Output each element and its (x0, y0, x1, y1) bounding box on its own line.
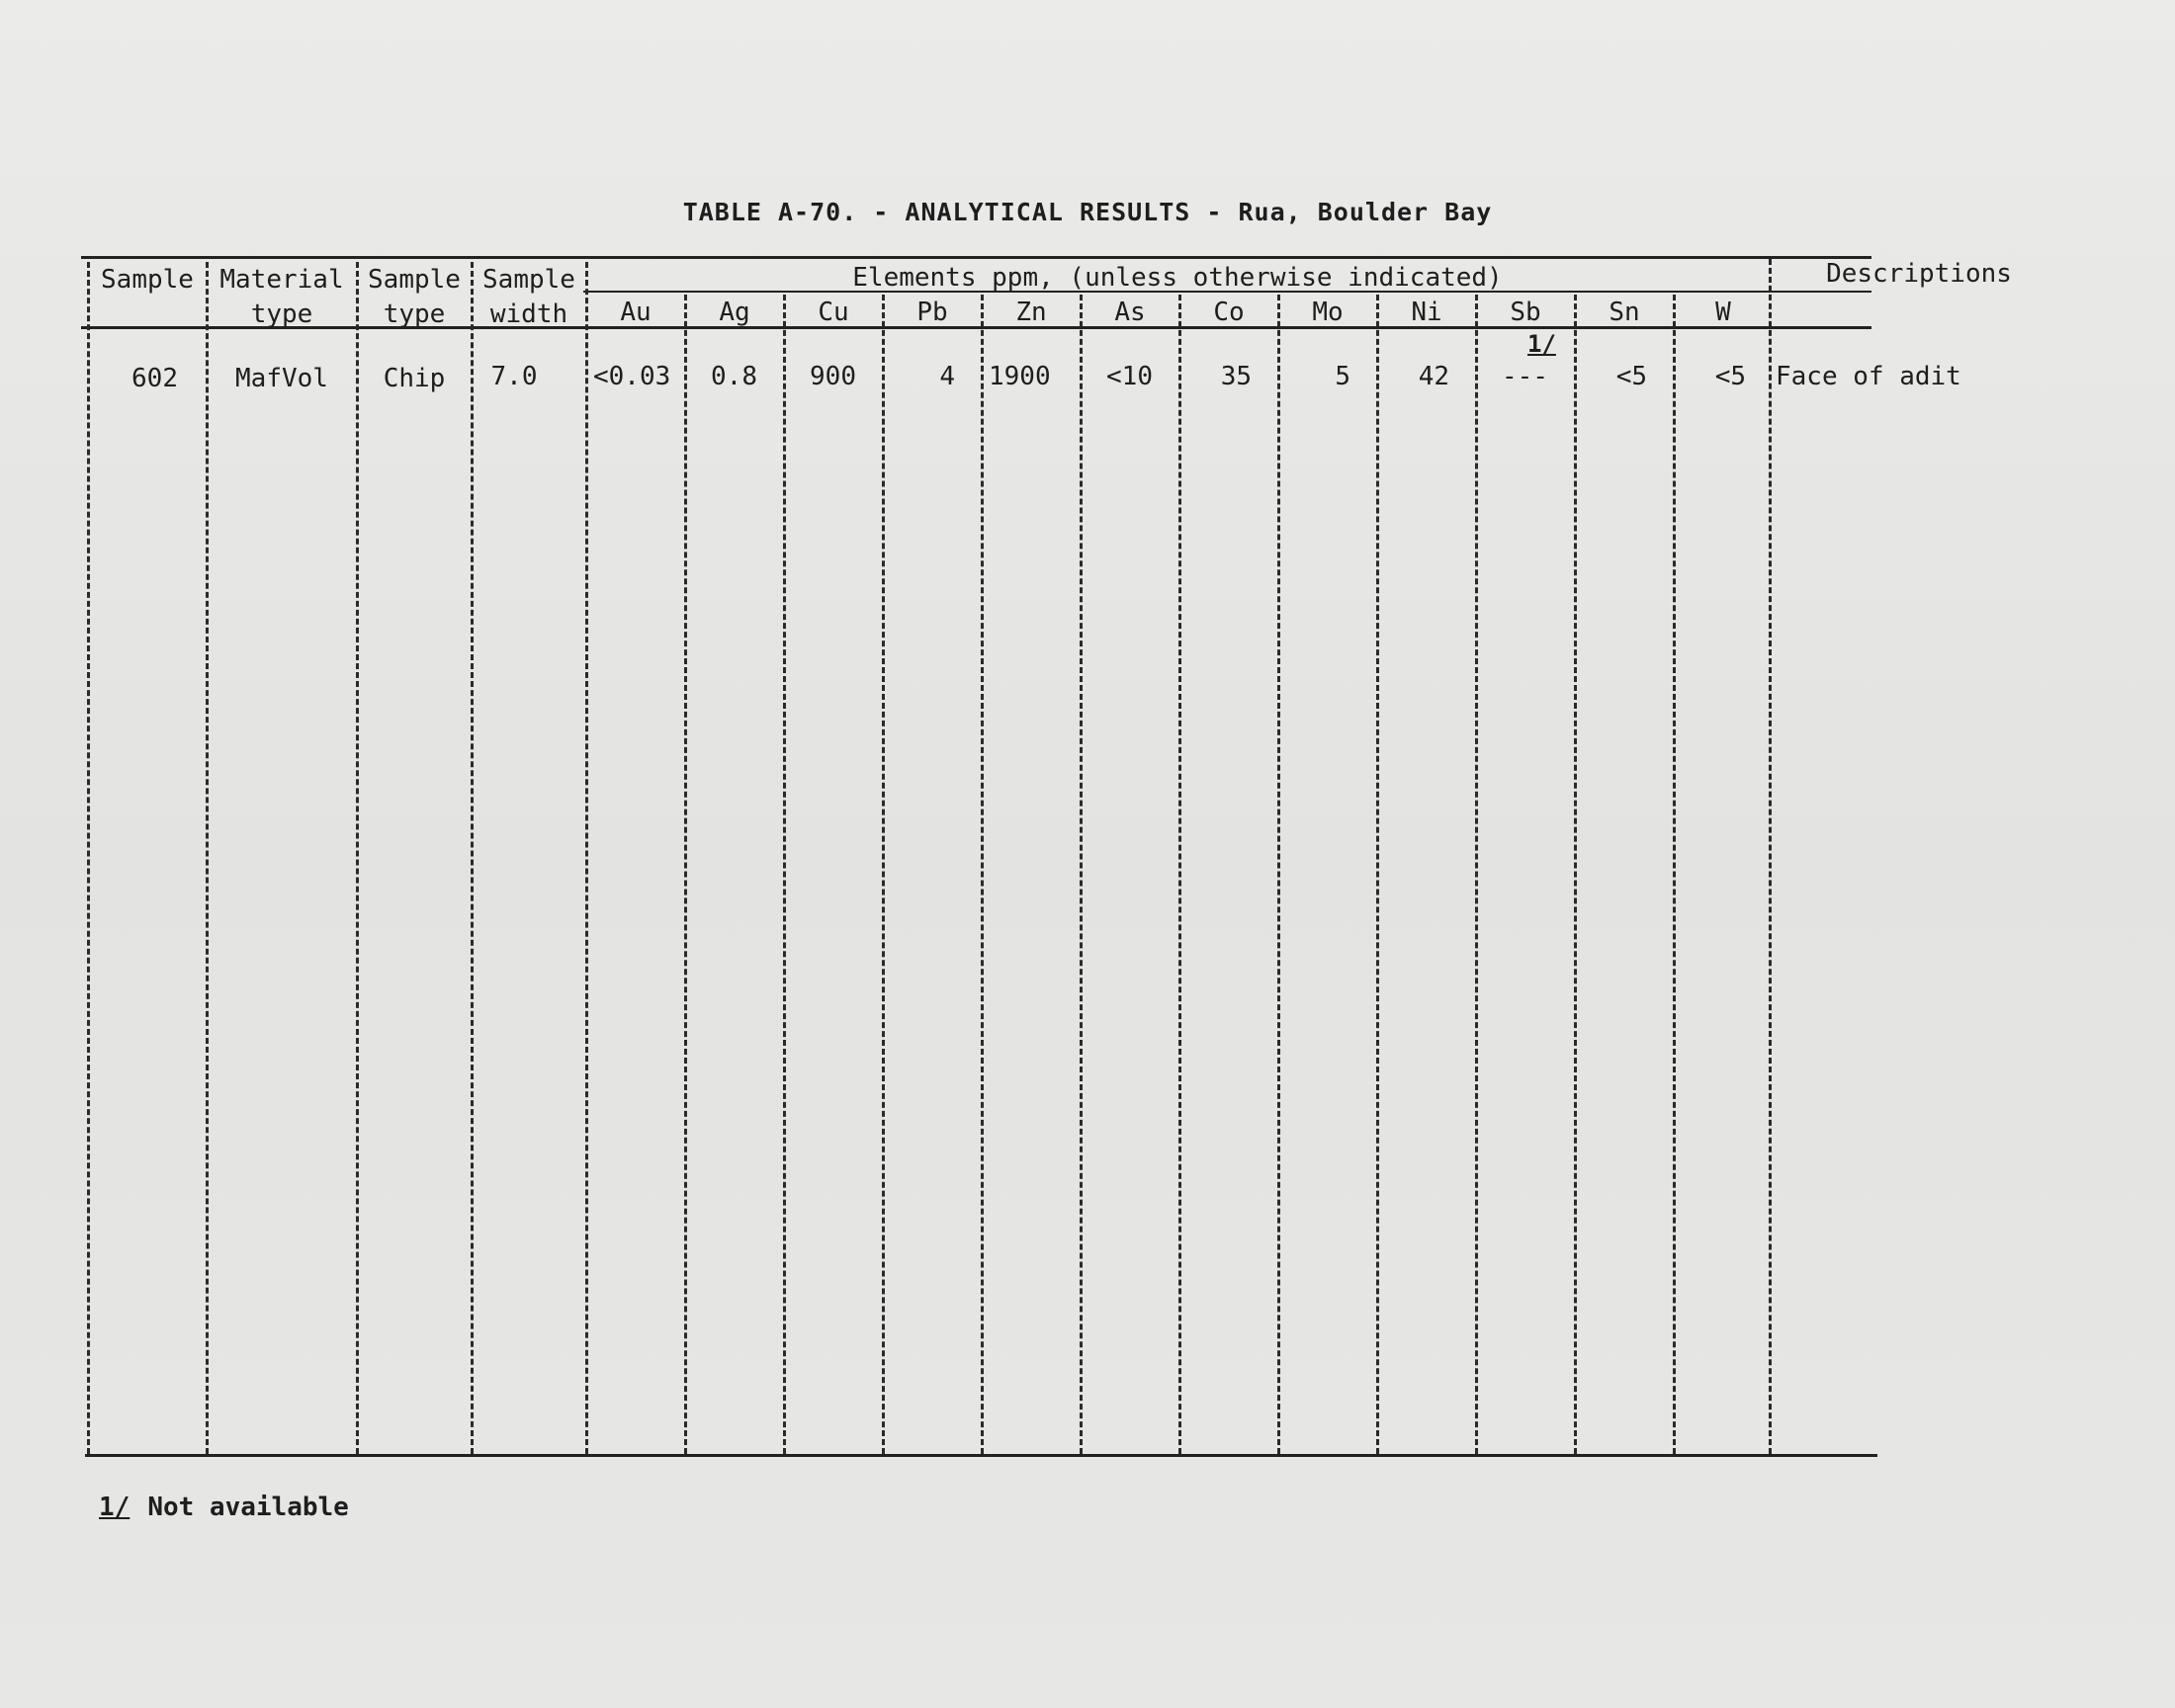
row-value-ag: 0.8 (711, 362, 757, 391)
column-divider (1376, 295, 1379, 1454)
column-divider (87, 262, 90, 1454)
column-divider (471, 262, 474, 1454)
column-divider (356, 262, 359, 1454)
column-divider (1178, 295, 1181, 1454)
row-value-as: <10 (1106, 362, 1153, 391)
header-element-co: Co (1213, 298, 1245, 327)
header-sample-type-line2: type (383, 299, 446, 329)
header-elements-group: Elements ppm, (unless otherwise indicated) (852, 263, 1503, 293)
row-material-type: MafVol (235, 364, 328, 393)
header-sample: Sample (101, 265, 194, 295)
header-element-sn: Sn (1609, 298, 1640, 327)
column-divider (1673, 295, 1676, 1454)
row-sample: 602 (131, 364, 178, 393)
header-element-pb: Pb (916, 298, 948, 327)
row-value-ni: 42 (1418, 362, 1449, 391)
row-value-sb: --- (1502, 362, 1548, 391)
row-value-cu: 900 (810, 362, 856, 391)
header-element-ag: Ag (719, 298, 750, 327)
header-sample-type: Sample (368, 265, 461, 295)
row-description: Face of adit (1776, 362, 1961, 391)
column-divider (1475, 295, 1478, 1454)
row-value-mo: 5 (1335, 362, 1350, 391)
column-divider (206, 262, 209, 1454)
header-element-mo: Mo (1312, 298, 1344, 327)
row-value-sn: <5 (1615, 362, 1647, 391)
column-divider (1080, 295, 1083, 1454)
header-sample-width: Sample (482, 265, 575, 295)
descriptions-subheader-rule (1768, 291, 1871, 293)
row-sample-width: 7.0 (490, 362, 538, 391)
table-top-rule (81, 256, 1871, 259)
header-element-cu: Cu (818, 298, 849, 327)
column-divider (585, 262, 588, 1454)
footnote (99, 1493, 349, 1522)
column-divider (1277, 295, 1280, 1454)
sb-footnote-reference: 1/ (1527, 330, 1556, 358)
header-element-as: As (1114, 298, 1146, 327)
row-value-pb: 4 (939, 362, 955, 391)
footnote-text: Not available (147, 1493, 349, 1522)
header-descriptions: Descriptions (1826, 259, 2012, 289)
header-material-type: Material (219, 265, 344, 295)
header-element-zn: Zn (1015, 298, 1047, 327)
header-element-au: Au (620, 298, 652, 327)
row-value-w: <5 (1714, 362, 1746, 391)
header-element-sb: Sb (1510, 298, 1541, 327)
footnote-mark: 1/ (99, 1493, 130, 1522)
row-value-co: 35 (1220, 362, 1252, 391)
column-divider (981, 295, 984, 1454)
row-value-zn: 1900 (989, 362, 1051, 391)
column-divider (1769, 259, 1772, 1454)
table-bottom-rule (85, 1454, 1877, 1457)
header-element-w: W (1715, 298, 1731, 327)
table-title: TABLE A-70. - ANALYTICAL RESULTS - Rua, Boulder Bay (682, 198, 1493, 226)
header-material-type-line2: type (250, 299, 313, 329)
header-element-ni: Ni (1411, 298, 1442, 327)
column-divider (783, 295, 786, 1454)
column-divider (684, 295, 687, 1454)
column-divider (1574, 295, 1577, 1454)
header-sample-width-line2: width (489, 299, 568, 329)
row-value-au: <0.03 (593, 362, 671, 391)
row-sample-type: Chip (383, 364, 446, 393)
column-divider (882, 295, 885, 1454)
